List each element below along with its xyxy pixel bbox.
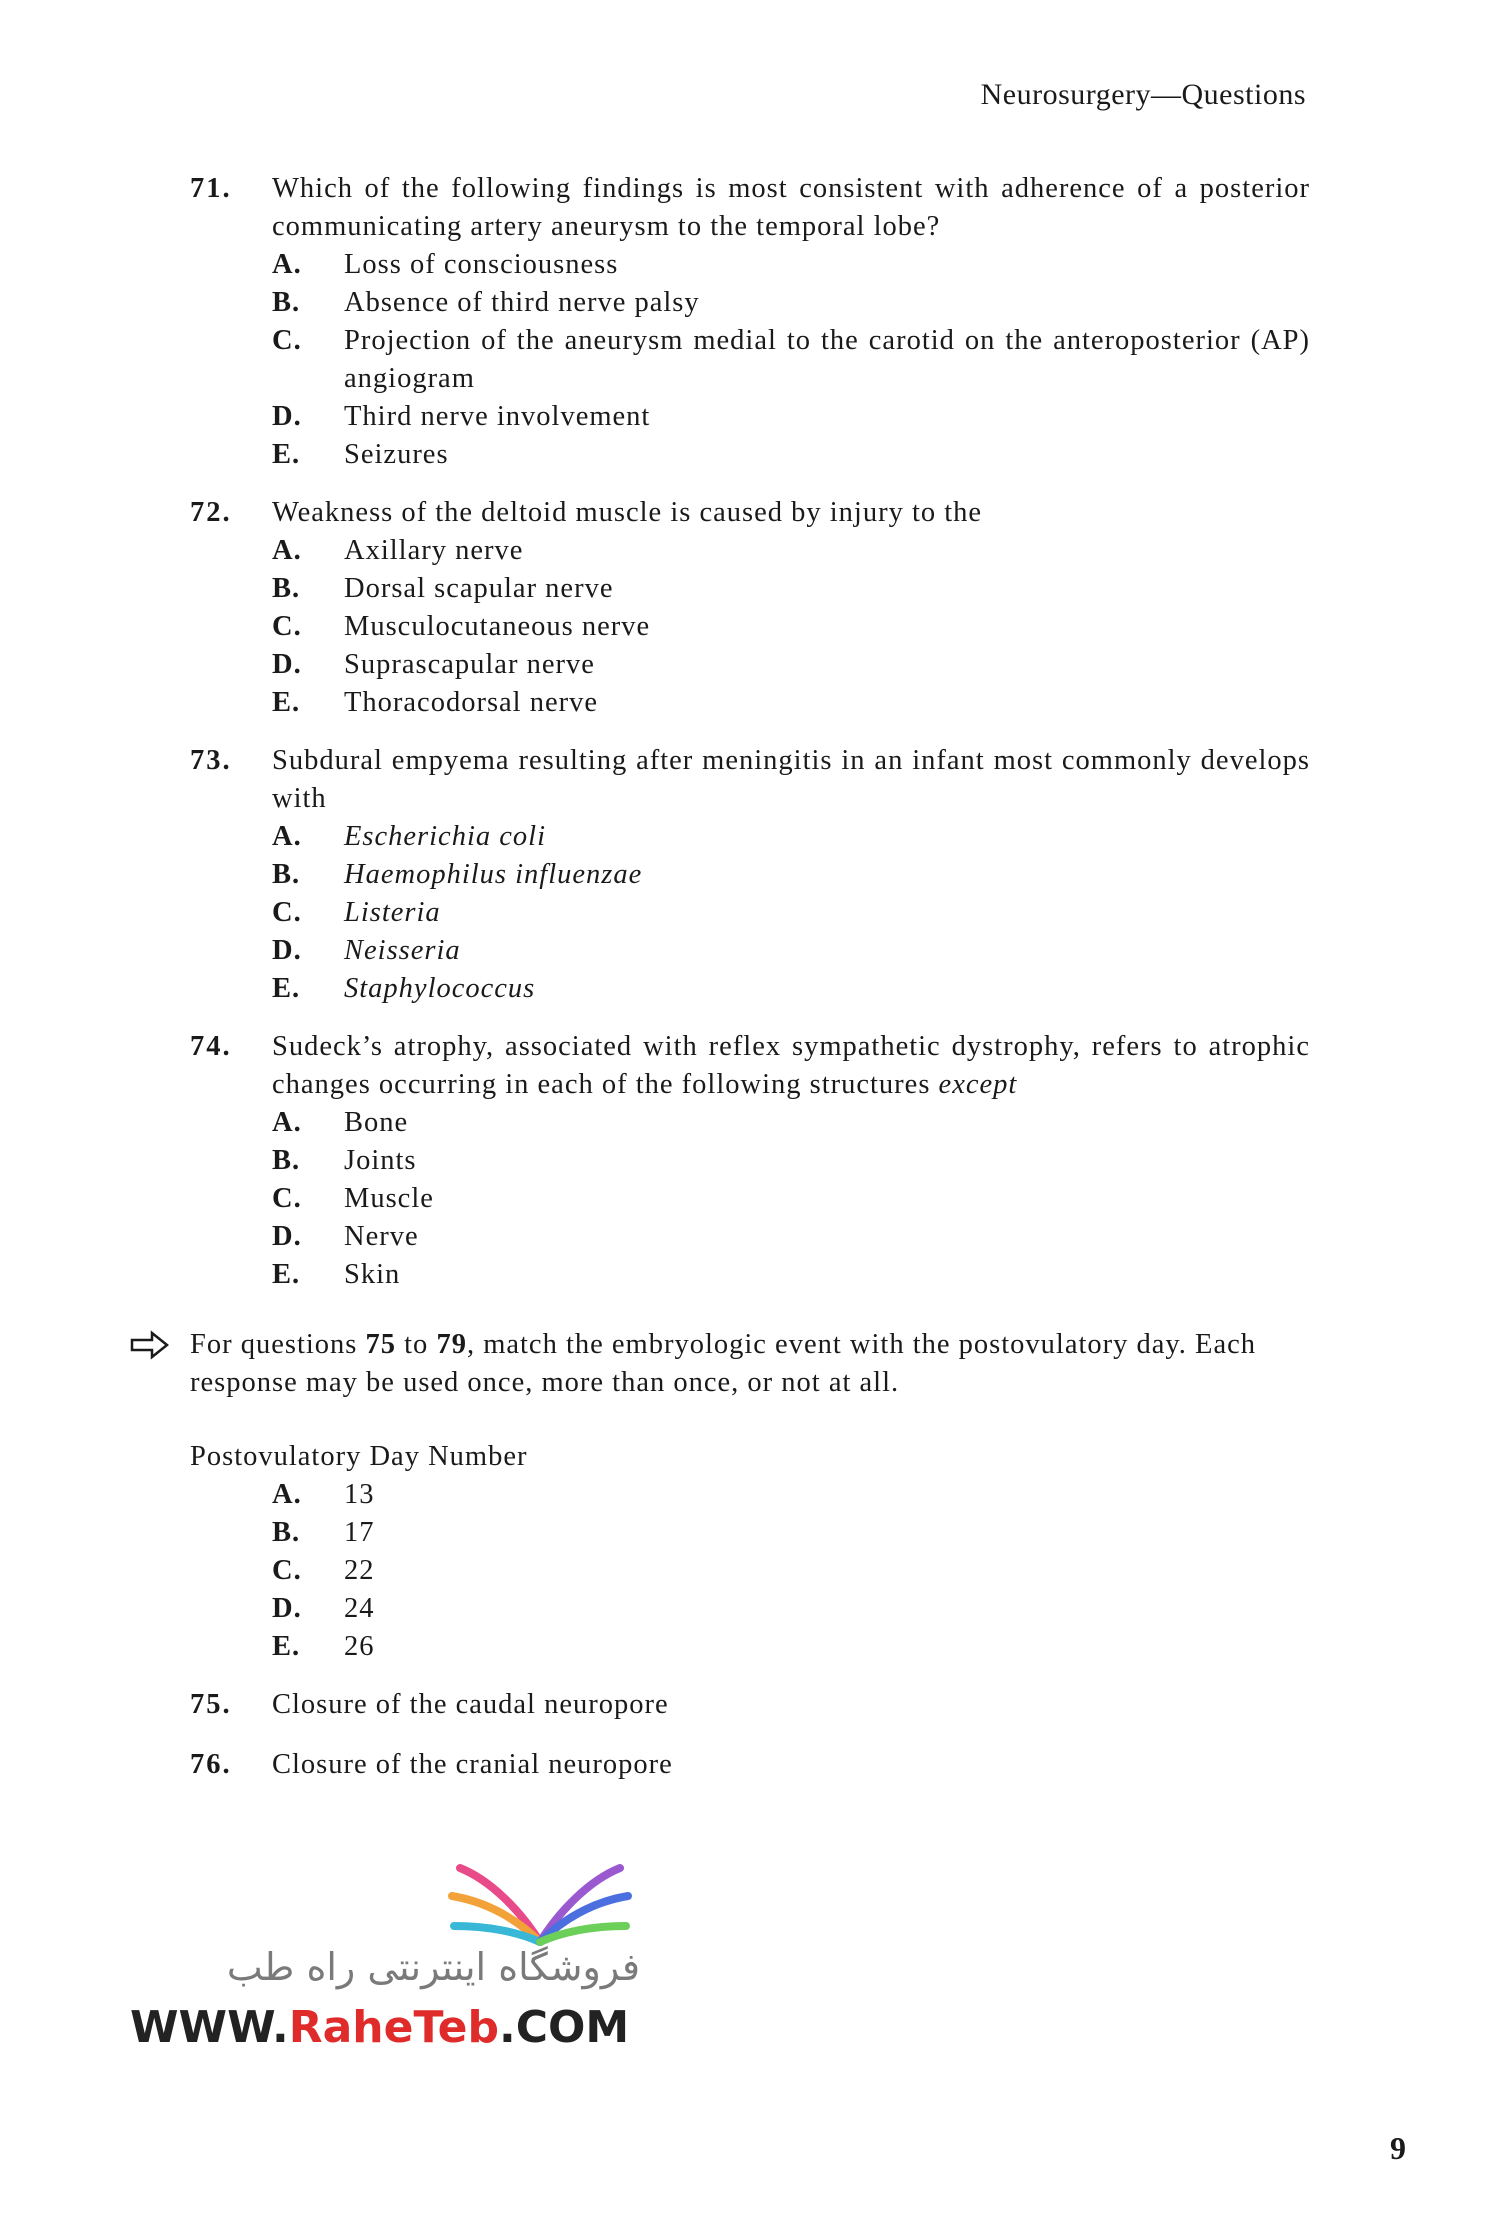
- question-stem: [190, 1746, 1310, 1784]
- option-letter: C.: [272, 1183, 302, 1214]
- option-text: Seizures: [344, 439, 449, 470]
- option-text: Loss of consciousness: [344, 249, 619, 280]
- option-text: Staphylococcus: [344, 973, 536, 1004]
- option-letter: E.: [272, 1631, 301, 1662]
- matching-instruction: [190, 1326, 1310, 1402]
- option-text: Projection of the aneurysm medial to the carotid on the anteroposterior (AP) angiogram: [344, 325, 1310, 394]
- option-text: 17: [344, 1517, 375, 1548]
- option-text: Joints: [344, 1145, 417, 1176]
- option-letter: D.: [272, 935, 302, 966]
- option-letter: A.: [272, 535, 302, 566]
- answer-option: [272, 1476, 1310, 1514]
- option-text: 22: [344, 1555, 375, 1586]
- answer-option: [272, 894, 1310, 932]
- option-letter: E.: [272, 687, 301, 718]
- answer-option: [272, 1590, 1310, 1628]
- option-letter: D.: [272, 1593, 302, 1624]
- open-book-fan-icon: [440, 1850, 640, 1950]
- question-stem: [190, 742, 1310, 818]
- option-letter: B.: [272, 1145, 301, 1176]
- question-stem: [190, 1686, 1310, 1724]
- answer-option: [272, 322, 1310, 398]
- answer-option: [272, 1256, 1310, 1294]
- option-letter: B.: [272, 573, 301, 604]
- question-text: Which of the following findings is most consistent with adherence of a posterior communicating artery aneurysm to the temporal lobe?: [272, 173, 1310, 242]
- option-letter: E.: [272, 973, 301, 1004]
- answer-option: [272, 684, 1310, 722]
- url-suffix: .COM: [498, 2002, 630, 2053]
- answer-option: [272, 608, 1310, 646]
- question-number: 71.: [190, 173, 232, 204]
- question-text: Subdural empyema resulting after meningitis in an infant most commonly develops with: [272, 745, 1310, 814]
- question-text: Closure of the cranial neuropore: [272, 1749, 673, 1780]
- question-text: Sudeck’s atrophy, associated with reflex sympathetic dystrophy, refers to atrophic changes occurring in each of the following structures: [272, 1031, 1310, 1100]
- answer-option: [272, 1104, 1310, 1142]
- answer-option: [272, 532, 1310, 570]
- matching-options-block: [190, 1438, 1310, 1666]
- question-text: Weakness of the deltoid muscle is caused by injury to the: [272, 497, 983, 528]
- option-text: Muscle: [344, 1183, 434, 1214]
- option-text: 26: [344, 1631, 375, 1662]
- answer-option: [272, 1218, 1310, 1256]
- option-letter: B.: [272, 859, 301, 890]
- question-stem: [190, 170, 1310, 246]
- page-number: 9: [1390, 2130, 1406, 2166]
- option-letter: A.: [272, 1107, 302, 1138]
- answer-option: [272, 932, 1310, 970]
- option-text: Haemophilus influenzae: [344, 859, 643, 890]
- option-letter: B.: [272, 1517, 301, 1548]
- question-75: [190, 1686, 1310, 1724]
- matching-label: Postovulatory Day Number: [190, 1441, 528, 1472]
- answer-options: [190, 246, 1310, 474]
- option-text: Thoracodorsal nerve: [344, 687, 599, 718]
- watermark-persian-text: فروشگاه اینترنتی راه طب: [226, 1945, 640, 1989]
- question-emphasis: except: [938, 1069, 1018, 1100]
- option-letter: D.: [272, 649, 302, 680]
- question-number: 76.: [190, 1749, 232, 1780]
- watermark-logo: [120, 1850, 640, 2060]
- answer-option: [272, 436, 1310, 474]
- answer-option: [272, 818, 1310, 856]
- option-text: Absence of third nerve palsy: [344, 287, 700, 318]
- option-text: Suprascapular nerve: [344, 649, 595, 680]
- option-letter: C.: [272, 1555, 302, 1586]
- question-74: [190, 1028, 1310, 1294]
- arrow-right-icon: [130, 1330, 170, 1360]
- option-letter: C.: [272, 897, 302, 928]
- answer-option: [272, 1180, 1310, 1218]
- option-text: Escherichia coli: [344, 821, 546, 852]
- option-text: Skin: [344, 1259, 401, 1290]
- option-text: Listeria: [344, 897, 441, 928]
- url-brand: RaheTeb: [288, 2002, 499, 2053]
- option-letter: D.: [272, 401, 302, 432]
- question-number: 75.: [190, 1689, 232, 1720]
- question-stem: [190, 494, 1310, 532]
- instruction-text: For questions: [190, 1329, 366, 1360]
- answer-option: [272, 970, 1310, 1008]
- answer-option: [272, 246, 1310, 284]
- answer-option: [272, 1514, 1310, 1552]
- option-letter: C.: [272, 325, 302, 356]
- range-start: 75: [365, 1329, 397, 1360]
- option-text: Musculocutaneous nerve: [344, 611, 651, 642]
- running-head: Neurosurgery—Questions: [980, 78, 1306, 111]
- answer-option: [272, 856, 1310, 894]
- answer-options: [190, 1476, 1310, 1666]
- question-number: 72.: [190, 497, 232, 528]
- question-stem: [190, 1028, 1310, 1104]
- range-end: 79: [436, 1329, 467, 1360]
- instruction-text: to: [396, 1329, 437, 1360]
- question-text: Closure of the caudal neuropore: [272, 1689, 669, 1720]
- option-letter: C.: [272, 611, 302, 642]
- question-73: [190, 742, 1310, 1008]
- answer-option: [272, 1628, 1310, 1666]
- url-prefix: WWW.: [130, 2002, 289, 2053]
- question-number: 74.: [190, 1031, 232, 1062]
- option-letter: A.: [272, 249, 302, 280]
- option-text: Bone: [344, 1107, 409, 1138]
- answer-options: [190, 818, 1310, 1008]
- question-72: [190, 494, 1310, 722]
- option-text: 13: [344, 1479, 375, 1510]
- answer-options: [190, 532, 1310, 722]
- option-text: Nerve: [344, 1221, 419, 1252]
- answer-option: [272, 1552, 1310, 1590]
- answer-option: [272, 570, 1310, 608]
- option-text: Third nerve involvement: [344, 401, 651, 432]
- option-text: Neisseria: [344, 935, 461, 966]
- option-letter: A.: [272, 1479, 302, 1510]
- option-letter: E.: [272, 1259, 301, 1290]
- option-letter: A.: [272, 821, 302, 852]
- answer-option: [272, 284, 1310, 322]
- option-text: Axillary nerve: [344, 535, 524, 566]
- answer-option: [272, 1142, 1310, 1180]
- page-content: [190, 170, 1310, 1806]
- instruction-text: , match the embryologic event with the postovulatory day. Each response may be used once, more than once, or not at all.: [190, 1329, 1257, 1398]
- question-76: [190, 1746, 1310, 1784]
- answer-options: [190, 1104, 1310, 1294]
- question-number: 73.: [190, 745, 232, 776]
- answer-option: [272, 646, 1310, 684]
- option-letter: B.: [272, 287, 301, 318]
- answer-option: [272, 398, 1310, 436]
- option-letter: D.: [272, 1221, 302, 1252]
- option-letter: E.: [272, 439, 301, 470]
- watermark-url: [130, 2002, 629, 2053]
- option-text: 24: [344, 1593, 375, 1624]
- option-text: Dorsal scapular nerve: [344, 573, 614, 604]
- question-71: [190, 170, 1310, 474]
